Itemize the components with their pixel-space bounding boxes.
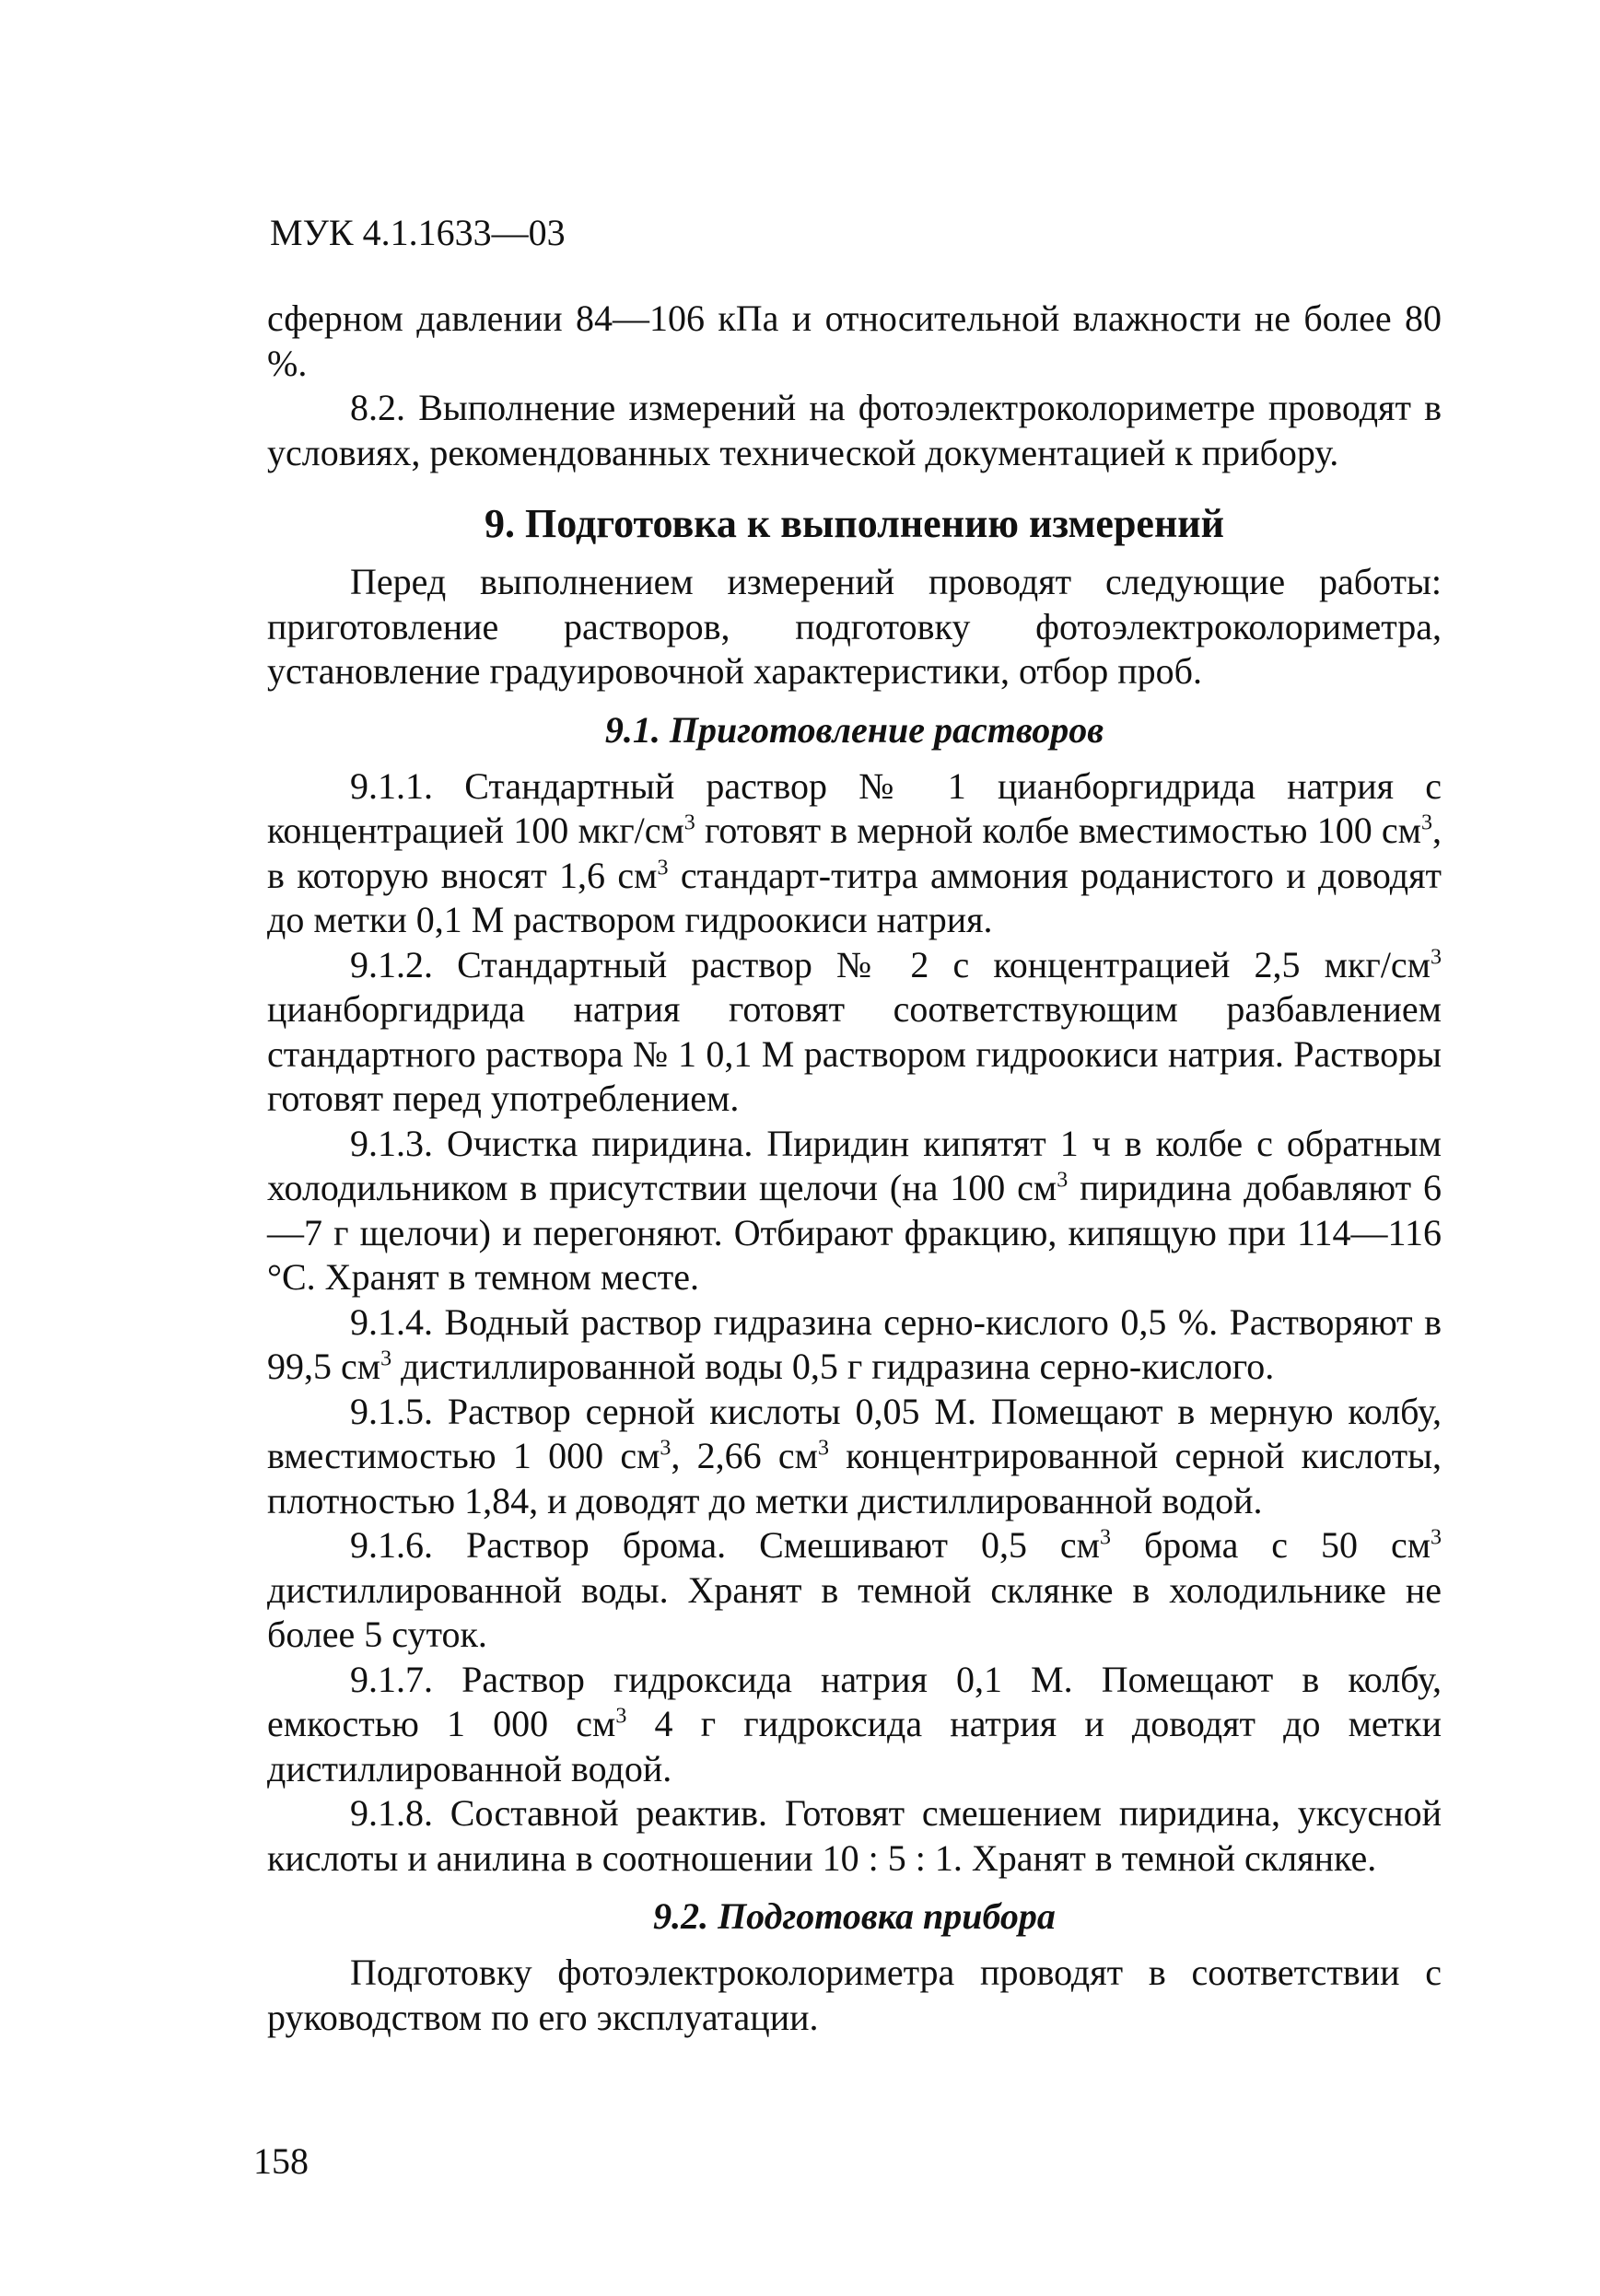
paragraph: 8.2. Выполнение измерений на фотоэлектроколориметре проводят в условиях, рекомендованных технической документацией к прибору.: [267, 387, 1442, 473]
paragraph: 9.1.5. Раствор серной кислоты 0,05 М. Помещают в мерную колбу, вместимостью 1 000 $см^3$, 2,66 $см^3$ концентрированной серной кислоты, плотностью 1,84, и доводят до метки дистиллированной водой.: [267, 1390, 1442, 1521]
subsection-heading: 9.2. Подготовка прибора: [653, 1895, 1056, 1937]
paragraph: 9.1.1. Стандартный раствор № 1 цианборгидрида натрия с концентрацией 100 мкг/$см^3$ готовят в мерной колбе вместимостью 100 $см^3$, в которую вносят 1,6 $см^3$ стандарт-титра аммония роданистого и доводят до метки 0,1 М раствором гидроокиси натрия.: [267, 764, 1442, 940]
paragraph: Перед выполнением измерений проводят следующие работы: приготовление растворов, подготовку фотоэлектроколориметра, установление градуировочной характеристики, отбор проб.: [267, 561, 1442, 692]
paragraph: 9.1.8. Составной реактив. Готовят смешением пиридина, уксусной кислоты и анилина в соотношении 10 : 5 : 1. Хранят в темной склянке.: [267, 1792, 1442, 1879]
paragraph: 9.1.3. Очистка пиридина. Пиридин кипятят 1 ч в колбе с обратным холодильником в присутствии щелочи (на 100 $см^3$ пиридина добавляют 6—7 г щелочи) и перегоняют. Отбирают фракцию, кипящую при 114—116 °С. Хранят в темном месте.: [267, 1122, 1442, 1298]
paragraph: 9.1.6. Раствор брома. Смешивают 0,5 $см^3$ брома с 50 $см^3$ дистиллированной воды. Хранят в темной склянке в холодильнике не более 5 суток.: [267, 1524, 1442, 1655]
paragraph: сферном давлении 84—106 кПа и относительной влажности не более 80 %.: [267, 297, 1442, 384]
page-number: 158: [253, 2140, 309, 2182]
document-body: [267, 297, 1442, 2040]
paragraph: Подготовку фотоэлектроколориметра проводят в соответствии с руководством по его эксплуатации.: [267, 1952, 1442, 2038]
paragraph: 9.1.4. Водный раствор гидразина серно-кислого 0,5 %. Растворяют в 99,5 $см^3$ дистиллированной воды 0,5 г гидразина серно-кислого.: [267, 1300, 1442, 1387]
subsection-heading: 9.1. Приготовление растворов: [604, 708, 1104, 751]
section-heading: 9. Подготовка к выполнению измерений: [485, 501, 1224, 546]
paragraph: 9.1.7. Раствор гидроксида натрия 0,1 М. Помещают в колбу, емкостью 1 000 $см^3$ 4 г гидроксида натрия и доводят до метки дистиллированной водой.: [267, 1658, 1442, 1789]
paragraph: 9.1.2. Стандартный раствор № 2 с концентрацией 2,5 мкг/$см^3$ цианборгидрида натрия готовят соответствующим разбавлением стандартного раствора № 1 0,1 М раствором гидроокиси натрия. Растворы готовят перед употреблением.: [267, 943, 1442, 1119]
document-code-header: МУК 4.1.1633—03: [270, 212, 566, 253]
